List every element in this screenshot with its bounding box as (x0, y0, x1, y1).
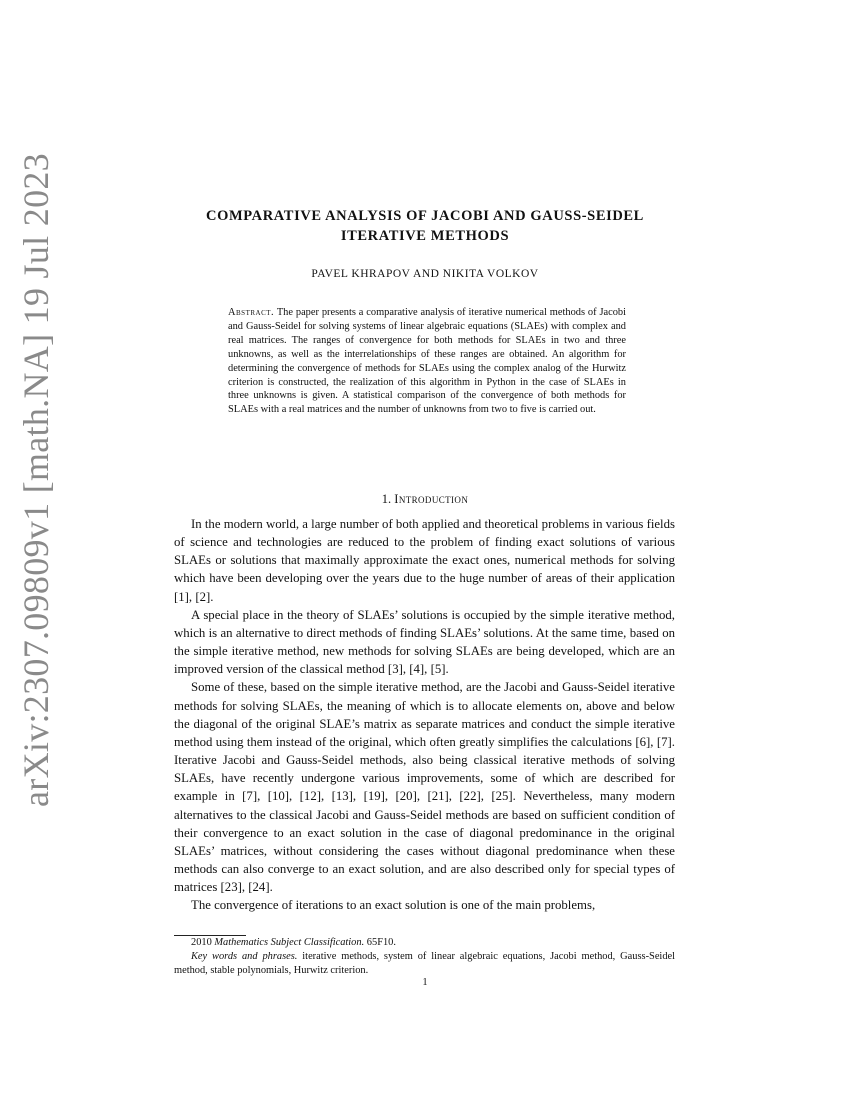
section-heading (170, 492, 680, 507)
msc-year: 2010 (191, 937, 212, 948)
keywords-label: Key words and phrases. (191, 950, 298, 962)
footnote-msc (174, 936, 675, 950)
keywords-value: iterative methods, system of linear algebraic equations, Jacobi method, Gauss-Seidel method, stable polynomials, Hurwitz criterion. (174, 950, 676, 976)
arxiv-identifier: arXiv:2307.09809v1 [math.NA] 19 Jul 2023 (16, 153, 56, 807)
footnote-keywords (174, 950, 675, 978)
section-number: 1. (381, 492, 392, 506)
paragraph: Some of these, based on the simple iterative method, are the Jacobi and Gauss-Seidel iterative methods for solving SLAEs, the meaning of which is to allocate elements on, above and below the diagonal of the original SLAE’s matrix as separate matrices and conduct the simple iterative method using them instead of the original, which often greatly simplifies the calculations [6], [7]. Iterative Jacobi and Gauss-Seidel methods, also being classical iterative methods of solving SLAEs, have recently undergone various improvements, some of which are described for example in [7], [10], [12], [13], [19], [20], [21], [22], [25]. Nevertheless, many modern alternatives to the classical Jacobi and Gauss-Seidel methods are based on sufficient condition of their convergence to an exact solution in the case of diagonal predominance in the original SLAEs’ matrices, without considering the cases without diagonal predominance when these methods can also converge to an exact solution, and are also described only for special types of matrices [23], [24]. (174, 680, 675, 895)
title-line-1: COMPARATIVE ANALYSIS OF JACOBI AND GAUSS-SEIDEL (206, 208, 644, 224)
msc-label: Mathematics Subject Classification. (214, 937, 365, 948)
section-title: Introduction (394, 492, 469, 506)
abstract-text: The paper presents a comparative analysis of iterative numerical methods of Jacobi and Gauss-Seidel for solving systems of linear algebraic equations (SLAEs) with complex and real matrices. The ranges of convergence for both methods for SLAEs in two and three unknowns, as well as the interrelationships of these ranges are obtained. An algorithm for determining the convergence of methods for SLAEs using the complex analog of the Hurwitz criterion is constructed, the realization of this algorithm in Python in the case of SLAEs in three unknowns is given. A statistical comparison of the convergence of both methods for SLAEs with a real matrices and the number of unknowns from two to five is carried out. (228, 307, 627, 416)
page-number: 1 (422, 977, 428, 988)
abstract-label: Abstract. (228, 307, 275, 318)
abstract (228, 306, 626, 417)
paragraph: The convergence of iterations to an exact solution is one of the main problems, (191, 898, 596, 913)
paragraph: In the modern world, a large number of both applied and theoretical problems in various fields of science and technologies are reduced to the problem of finding exact solutions of various SLAEs or solutions that maximally approximate the exact ones, numerical methods for solving which have been developing over the years due to the huge number of areas of their application [1], [2]. (174, 517, 675, 604)
paragraph: A special place in the theory of SLAEs’ solutions is occupied by the simple iterative method, which is an alternative to direct methods of finding SLAEs’ solutions. At the same time, based on the simple iterative method, new methods for solving SLAEs are being developed, which are an improved version of the classical method [3], [4], [5]. (174, 607, 675, 677)
footnotes (174, 936, 675, 977)
title-line-2: ITERATIVE METHODS (340, 228, 510, 244)
arxiv-sidebar-stamp (8, 153, 64, 807)
body-text (174, 515, 675, 914)
msc-value: 65F10. (366, 937, 396, 948)
authors: PAVEL KHRAPOV AND NIKITA VOLKOV (311, 268, 539, 280)
paper-title (170, 206, 680, 246)
